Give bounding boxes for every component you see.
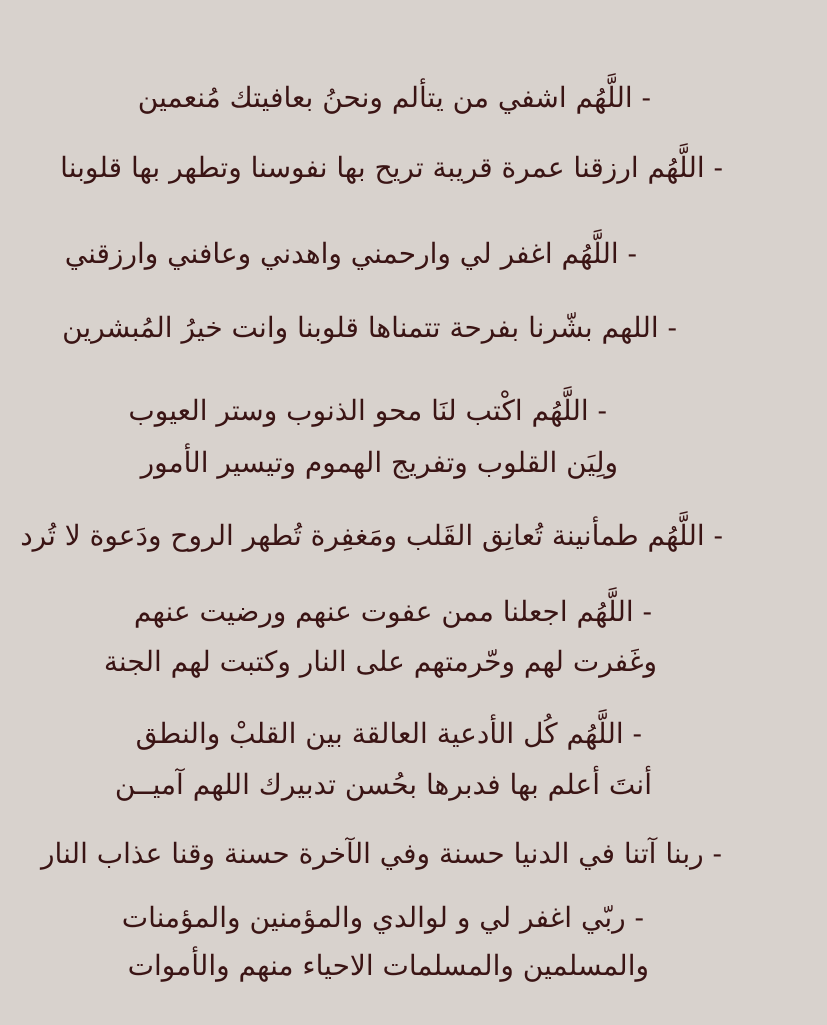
dua-line-5-b: ولِيَن القلوب وتفريج الهموم وتيسير الأمور [140, 446, 618, 479]
dua-line-6: - اللَّهُم طمأنينة تُعانِق القَلب ومَغفِرة تُطهر الروح ودَعوة لا تُرد [20, 519, 723, 552]
dua-line-7-a: - اللَّهُم اجعلنا ممن عفوت عنهم ورضيت عنهم [133, 595, 652, 628]
dua-line-3: - اللَّهُم اغفر لي وارحمني واهدني وعافني وارزقني [64, 237, 637, 270]
dua-line-10-b: والمسلمين والمسلمات الاحياء منهم والأموات [127, 949, 649, 982]
dua-line-9: - ربنا آتنا في الدنيا حسنة وفي الآخرة حسنة وقنا عذاب النار [41, 837, 722, 870]
dua-line-8-a: - اللَّهُم كُل الأدعية العالقة بين القلبْ والنطق [135, 717, 642, 750]
dua-line-10-a: - ربّي اغفر لي و لوالدي والمؤمنين والمؤمنات [121, 901, 644, 934]
dua-line-1: - اللَّهُم اشفي من يتألم ونحنُ بعافيتك مُنعمين [137, 81, 651, 114]
dua-line-2: - اللَّهُم ارزقنا عمرة قريبة تريح بها نفوسنا وتطهر بها قلوبنا [60, 151, 723, 184]
dua-line-8-b: أنتَ أعلم بها فدبرها بحُسن تدبيرك اللهم آميــن [114, 768, 652, 801]
dua-line-5-a: - اللَّهُم اكْتب لنَا محو الذنوب وستر العيوب [128, 394, 607, 427]
dua-line-4: - اللهم بشّرنا بفرحة تتمناها قلوبنا وانت خيرُ المُبشرين [62, 311, 677, 344]
dua-line-7-b: وغَفرت لهم وحّرمتهم على النار وكتبت لهم الجنة [103, 645, 657, 678]
